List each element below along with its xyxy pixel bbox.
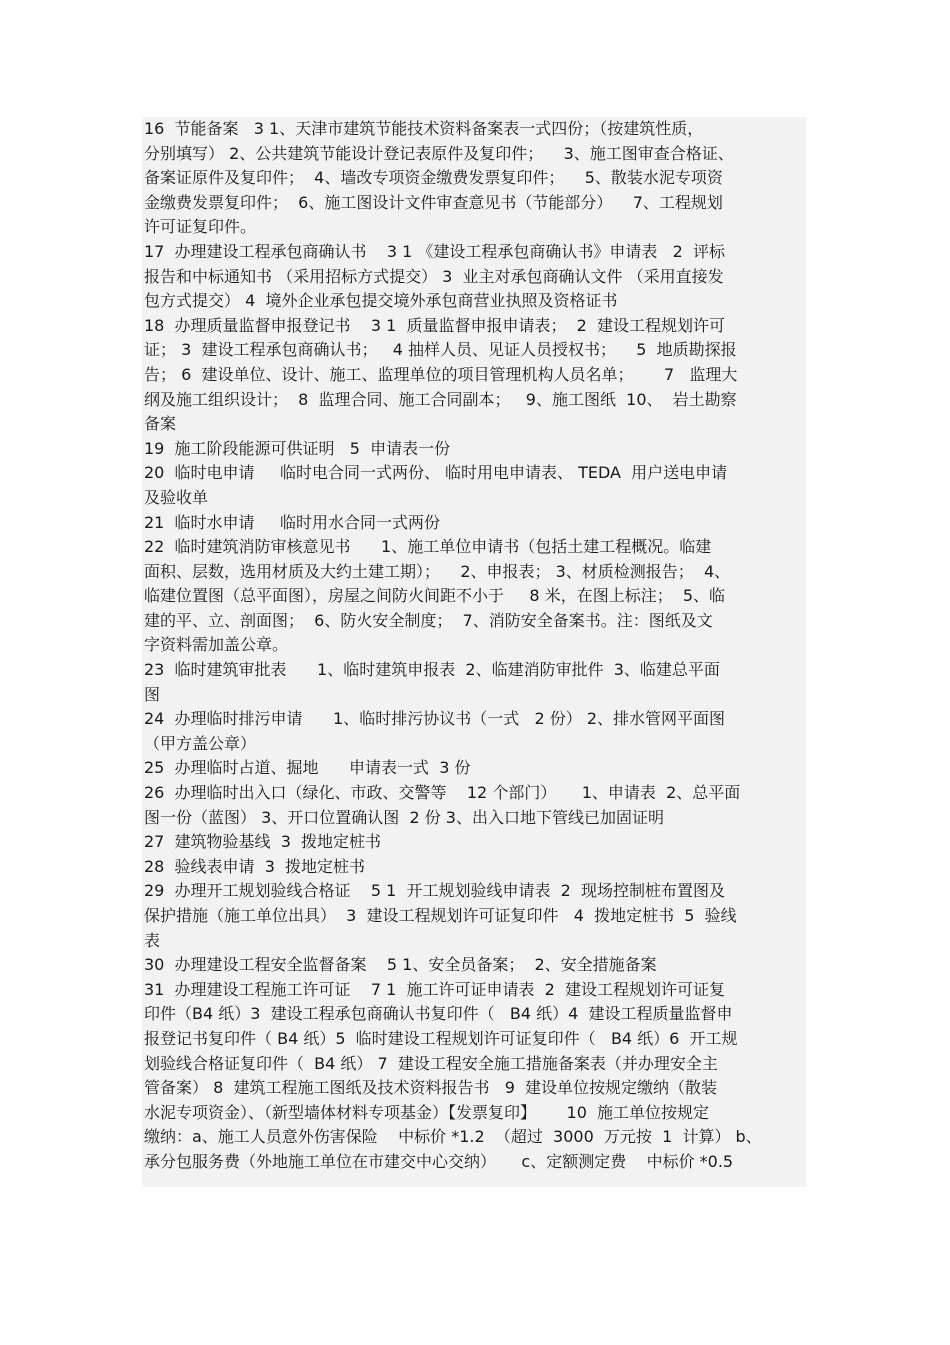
text-line: 图一份（蓝图） 3、开口位置确认图 2 份 3、出入口地下管线已加固证明 <box>144 807 664 827</box>
text-line: 27 建筑物验基线 3 拨地定桩书 <box>144 832 382 852</box>
text-line: 保护措施（施工单位出具） 3 建设工程规划许可证复印件 4 拨地定桩书 5 验线 <box>144 906 737 925</box>
text-line: 印件（B4 纸）3 建设工程承包商确认书复印件（ B4 纸）4 建设工程质量监督申 <box>144 1004 733 1024</box>
text-line: 许可证复印件。 <box>144 217 257 237</box>
text-line: 告； 6 建设单位、设计、施工、监理单位的项目管理机构人员名单； 7 监理大 <box>144 364 738 384</box>
text-line: 字资料需加盖公章。 <box>144 635 289 655</box>
text-line: 31 办理建设工程施工许可证 7 1 施工许可证申请表 2 建设工程规划许可证复 <box>144 979 726 999</box>
text-line: 面积、层数，选用材质及大约土建工期）； 2、申报表； 3、材质检测报告； 4、 <box>144 561 731 581</box>
text-line: 报告和中标通知书 （采用招标方式提交） 3 业主对承包商确认文件 （采用直接发 <box>144 266 724 286</box>
text-line: 纲及施工组织设计； 8 监理合同、施工合同副本； 9、施工图纸 10、 岩土勘察 <box>144 389 737 409</box>
text-line: 包方式提交） 4 境外企业承包提交境外承包商营业执照及资格证书 <box>144 291 618 311</box>
text-line: 21 临时水申请 临时用水合同一式两份 <box>144 512 440 532</box>
text-line: 29 办理开工规划验线合格证 5 1 开工规划验线申请表 2 现场控制桩布置图及 <box>144 881 726 901</box>
text-line: 25 办理临时占道、掘地 申请表一式 3 份 <box>144 758 471 778</box>
text-line: 22 临时建筑消防审核意见书 1、施工单位申请书（包括土建工程概况。临建 <box>144 537 712 557</box>
text-line: 图 <box>144 684 161 704</box>
text-line: 水泥专项资金）、（新型墙体材料专项基金）【发票复印】 10 施工单位按规定 <box>144 1102 710 1122</box>
text-line: 报登记书复印件（ B4 纸）5 临时建设工程规划许可证复印件（ B4 纸）6 开工规 <box>144 1028 738 1048</box>
text-line: 管备案） 8 建筑工程施工图纸及技术资料报告书 9 建设单位按规定缴纳（散装 <box>144 1078 718 1098</box>
text-line: 16 节能备案 3 1、天津市建筑节能技术资料备案表一式四份；（按建筑性质， <box>144 119 704 138</box>
text-line: 表 <box>144 930 161 950</box>
text-line: 划验线合格证复印件（ B4 纸） 7 建设工程安全施工措施备案表（并办理安全主 <box>144 1053 718 1073</box>
text-line: 建的平、立、剖面图； 6、防火安全制度； 7、消防安全备案书。注：图纸及文 <box>144 610 713 630</box>
text-line: 备案 <box>144 414 177 434</box>
text-line: 18 办理质量监督申报登记书 3 1 质量监督申报申请表； 2 建设工程规划许可 <box>144 315 726 335</box>
text-line: 19 施工阶段能源可供证明 5 申请表一份 <box>144 438 451 458</box>
text-line: 临建位置图（总平面图），房屋之间防火间距不小于 8 米，在图上标注； 5、临 <box>144 586 726 606</box>
text-line: （甲方盖公章） <box>144 733 257 753</box>
text-line: 证； 3 建设工程承包商确认书； 4 抽样人员、见证人员授权书； 5 地质勘探报 <box>144 340 737 360</box>
text-line: 17 办理建设工程承包商确认书 3 1 《建设工程承包商确认书》申请表 2 评标 <box>144 241 726 261</box>
text-line: 承分包服务费（外地施工单位在市建交中心交纳） c、定额测定费 中标价 *0.5 <box>144 1151 734 1171</box>
text-line: 缴纳：a、施工人员意外伤害保险 中标价 *1.2 （超过 3000 万元按 1 计算） b、 <box>144 1127 762 1147</box>
text-line: 26 办理临时出入口（绿化、市政、交警等 12 个部门） 1、申请表 2、总平面 <box>144 783 741 803</box>
text-line: 23 临时建筑审批表 1、临时建筑申报表 2、临建消防审批件 3、临建总平面 <box>144 660 720 680</box>
text-line: 及验收单 <box>144 487 209 507</box>
text-line: 30 办理建设工程安全监督备案 5 1、安全员备案； 2、安全措施备案 <box>144 955 657 975</box>
text-line: 备案证原件及复印件； 4、墙改专项资金缴费发票复印件； 5、散装水泥专项资 <box>144 168 723 188</box>
text-line: 金缴费发票复印件； 6、施工图设计文件审查意见书（节能部分） 7、工程规划 <box>144 192 723 212</box>
text-line: 24 办理临时排污申请 1、临时排污协议书（一式 2 份） 2、排水管网平面图 <box>144 709 726 729</box>
text-line: 分别填写） 2、公共建筑节能设计登记表原件及复印件； 3、施工图审查合格证、 <box>144 143 734 163</box>
document-text-block <box>142 117 806 1187</box>
text-line: 28 验线表申请 3 拨地定桩书 <box>144 856 366 876</box>
text-line: 20 临时电申请 临时电合同一式两份、 临时用电申请表、 TEDA 用户送电申请 <box>144 463 728 483</box>
